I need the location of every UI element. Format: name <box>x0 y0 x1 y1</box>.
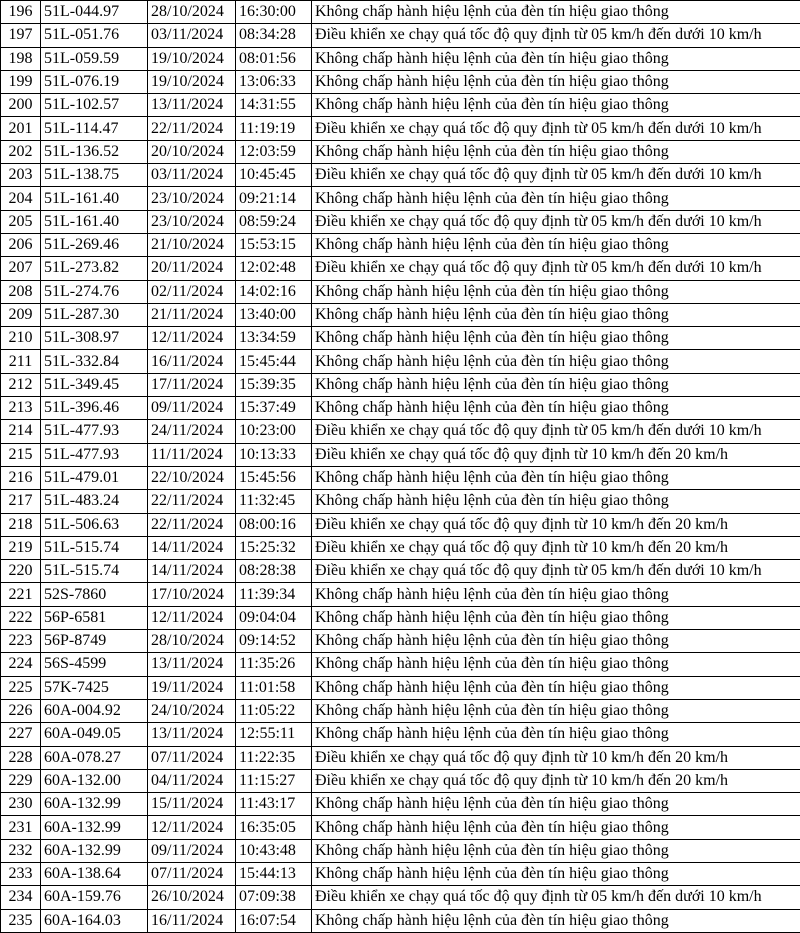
license-plate-cell: 60A-138.64 <box>41 862 148 885</box>
violation-time-cell: 11:32:45 <box>236 490 312 513</box>
violation-date-cell: 12/11/2024 <box>148 816 236 839</box>
violation-date-cell: 19/10/2024 <box>148 47 236 70</box>
row-number-cell: 200 <box>1 94 41 117</box>
row-number-cell: 222 <box>1 606 41 629</box>
violation-description-cell: Không chấp hành hiệu lệnh của đèn tín hiệu giao thông <box>312 350 800 373</box>
violation-description-cell: Điều khiển xe chạy quá tốc độ quy định từ 05 km/h đến dưới 10 km/h <box>312 164 800 187</box>
license-plate-cell: 60A-159.76 <box>41 886 148 909</box>
violation-description-cell: Điều khiển xe chạy quá tốc độ quy định từ 05 km/h đến dưới 10 km/h <box>312 886 800 909</box>
violation-date-cell: 07/11/2024 <box>148 862 236 885</box>
violation-description-cell: Không chấp hành hiệu lệnh của đèn tín hiệu giao thông <box>312 490 800 513</box>
row-number-cell: 225 <box>1 676 41 699</box>
table-row <box>1 187 800 210</box>
license-plate-cell: 51L-044.97 <box>41 1 148 24</box>
violation-description-cell: Điều khiển xe chạy quá tốc độ quy định từ 05 km/h đến dưới 10 km/h <box>312 210 800 233</box>
license-plate-cell: 51L-483.24 <box>41 490 148 513</box>
violation-date-cell: 04/11/2024 <box>148 769 236 792</box>
table-row <box>1 513 800 536</box>
license-plate-cell: 51L-349.45 <box>41 373 148 396</box>
violation-description-cell: Điều khiển xe chạy quá tốc độ quy định từ 05 km/h đến dưới 10 km/h <box>312 420 800 443</box>
violation-time-cell: 12:02:48 <box>236 257 312 280</box>
violation-date-cell: 13/11/2024 <box>148 723 236 746</box>
table-row <box>1 536 800 559</box>
license-plate-cell: 60A-164.03 <box>41 909 148 932</box>
license-plate-cell: 51L-059.59 <box>41 47 148 70</box>
violation-date-cell: 15/11/2024 <box>148 793 236 816</box>
violation-time-cell: 15:45:44 <box>236 350 312 373</box>
violation-date-cell: 09/11/2024 <box>148 397 236 420</box>
row-number-cell: 198 <box>1 47 41 70</box>
row-number-cell: 206 <box>1 233 41 256</box>
table-row <box>1 560 800 583</box>
row-number-cell: 214 <box>1 420 41 443</box>
license-plate-cell: 60A-132.99 <box>41 793 148 816</box>
violation-date-cell: 22/11/2024 <box>148 513 236 536</box>
row-number-cell: 207 <box>1 257 41 280</box>
row-number-cell: 203 <box>1 164 41 187</box>
license-plate-cell: 51L-102.57 <box>41 94 148 117</box>
violation-description-cell: Điều khiển xe chạy quá tốc độ quy định từ 10 km/h đến 20 km/h <box>312 536 800 559</box>
table-row <box>1 164 800 187</box>
violation-description-cell: Không chấp hành hiệu lệnh của đèn tín hiệu giao thông <box>312 140 800 163</box>
violation-date-cell: 26/10/2024 <box>148 886 236 909</box>
row-number-cell: 213 <box>1 397 41 420</box>
violation-time-cell: 11:22:35 <box>236 746 312 769</box>
license-plate-cell: 51L-138.75 <box>41 164 148 187</box>
violation-date-cell: 13/11/2024 <box>148 653 236 676</box>
violation-description-cell: Không chấp hành hiệu lệnh của đèn tín hiệu giao thông <box>312 373 800 396</box>
table-row <box>1 350 800 373</box>
table-row <box>1 769 800 792</box>
violation-time-cell: 11:05:22 <box>236 699 312 722</box>
row-number-cell: 204 <box>1 187 41 210</box>
violation-date-cell: 11/11/2024 <box>148 443 236 466</box>
table-row <box>1 630 800 653</box>
violation-time-cell: 11:15:27 <box>236 769 312 792</box>
violation-description-cell: Không chấp hành hiệu lệnh của đèn tín hiệu giao thông <box>312 466 800 489</box>
license-plate-cell: 51L-515.74 <box>41 560 148 583</box>
violation-date-cell: 14/11/2024 <box>148 536 236 559</box>
table-row <box>1 70 800 93</box>
license-plate-cell: 51L-479.01 <box>41 466 148 489</box>
row-number-cell: 218 <box>1 513 41 536</box>
violation-description-cell: Điều khiển xe chạy quá tốc độ quy định từ 05 km/h đến dưới 10 km/h <box>312 117 800 140</box>
violation-date-cell: 19/11/2024 <box>148 676 236 699</box>
violation-date-cell: 28/10/2024 <box>148 1 236 24</box>
table-row <box>1 94 800 117</box>
violation-description-cell: Không chấp hành hiệu lệnh của đèn tín hiệu giao thông <box>312 630 800 653</box>
violation-description-cell: Không chấp hành hiệu lệnh của đèn tín hiệu giao thông <box>312 699 800 722</box>
violation-date-cell: 17/10/2024 <box>148 583 236 606</box>
violation-date-cell: 03/11/2024 <box>148 164 236 187</box>
table-row <box>1 24 800 47</box>
violation-time-cell: 12:55:11 <box>236 723 312 746</box>
violation-description-cell: Điều khiển xe chạy quá tốc độ quy định từ 05 km/h đến dưới 10 km/h <box>312 24 800 47</box>
row-number-cell: 211 <box>1 350 41 373</box>
violation-date-cell: 14/11/2024 <box>148 560 236 583</box>
table-row <box>1 490 800 513</box>
license-plate-cell: 51L-161.40 <box>41 210 148 233</box>
violation-date-cell: 28/10/2024 <box>148 630 236 653</box>
table-row <box>1 793 800 816</box>
table-row <box>1 373 800 396</box>
license-plate-cell: 51L-515.74 <box>41 536 148 559</box>
violation-time-cell: 09:14:52 <box>236 630 312 653</box>
table-row <box>1 653 800 676</box>
violation-time-cell: 16:35:05 <box>236 816 312 839</box>
violation-date-cell: 19/10/2024 <box>148 70 236 93</box>
table-row <box>1 1 800 24</box>
license-plate-cell: 56P-6581 <box>41 606 148 629</box>
table-row <box>1 839 800 862</box>
license-plate-cell: 57K-7425 <box>41 676 148 699</box>
violation-date-cell: 24/10/2024 <box>148 699 236 722</box>
table-row <box>1 420 800 443</box>
license-plate-cell: 51L-332.84 <box>41 350 148 373</box>
violation-time-cell: 13:40:00 <box>236 303 312 326</box>
violation-time-cell: 08:28:38 <box>236 560 312 583</box>
table-row <box>1 886 800 909</box>
violation-date-cell: 17/11/2024 <box>148 373 236 396</box>
table-row <box>1 233 800 256</box>
license-plate-cell: 52S-7860 <box>41 583 148 606</box>
violation-description-cell: Không chấp hành hiệu lệnh của đèn tín hiệu giao thông <box>312 723 800 746</box>
violation-time-cell: 10:13:33 <box>236 443 312 466</box>
violation-description-cell: Không chấp hành hiệu lệnh của đèn tín hiệu giao thông <box>312 233 800 256</box>
violation-time-cell: 15:44:13 <box>236 862 312 885</box>
violation-date-cell: 13/11/2024 <box>148 94 236 117</box>
violation-time-cell: 11:35:26 <box>236 653 312 676</box>
violation-date-cell: 24/11/2024 <box>148 420 236 443</box>
violation-date-cell: 21/10/2024 <box>148 233 236 256</box>
violation-time-cell: 07:09:38 <box>236 886 312 909</box>
violation-date-cell: 20/11/2024 <box>148 257 236 280</box>
table-row <box>1 746 800 769</box>
violation-description-cell: Không chấp hành hiệu lệnh của đèn tín hiệu giao thông <box>312 70 800 93</box>
table-row <box>1 816 800 839</box>
violation-time-cell: 15:37:49 <box>236 397 312 420</box>
table-row <box>1 47 800 70</box>
violation-description-cell: Không chấp hành hiệu lệnh của đèn tín hiệu giao thông <box>312 187 800 210</box>
violation-time-cell: 08:59:24 <box>236 210 312 233</box>
row-number-cell: 234 <box>1 886 41 909</box>
row-number-cell: 210 <box>1 327 41 350</box>
violation-description-cell: Không chấp hành hiệu lệnh của đèn tín hiệu giao thông <box>312 94 800 117</box>
table-row <box>1 443 800 466</box>
row-number-cell: 199 <box>1 70 41 93</box>
table-row <box>1 257 800 280</box>
row-number-cell: 221 <box>1 583 41 606</box>
license-plate-cell: 60A-132.99 <box>41 816 148 839</box>
violation-date-cell: 12/11/2024 <box>148 606 236 629</box>
violation-time-cell: 14:31:55 <box>236 94 312 117</box>
violation-time-cell: 16:30:00 <box>236 1 312 24</box>
violation-time-cell: 15:25:32 <box>236 536 312 559</box>
row-number-cell: 205 <box>1 210 41 233</box>
violation-description-cell: Không chấp hành hiệu lệnh của đèn tín hiệu giao thông <box>312 676 800 699</box>
violation-description-cell: Điều khiển xe chạy quá tốc độ quy định từ 10 km/h đến 20 km/h <box>312 746 800 769</box>
row-number-cell: 231 <box>1 816 41 839</box>
row-number-cell: 217 <box>1 490 41 513</box>
row-number-cell: 228 <box>1 746 41 769</box>
violation-description-cell: Điều khiển xe chạy quá tốc độ quy định từ 05 km/h đến dưới 10 km/h <box>312 257 800 280</box>
violation-time-cell: 16:07:54 <box>236 909 312 932</box>
violation-description-cell: Điều khiển xe chạy quá tốc độ quy định từ 10 km/h đến 20 km/h <box>312 769 800 792</box>
table-row <box>1 909 800 932</box>
license-plate-cell: 60A-049.05 <box>41 723 148 746</box>
violation-time-cell: 08:01:56 <box>236 47 312 70</box>
row-number-cell: 220 <box>1 560 41 583</box>
license-plate-cell: 60A-132.99 <box>41 839 148 862</box>
row-number-cell: 235 <box>1 909 41 932</box>
table-row <box>1 699 800 722</box>
license-plate-cell: 51L-051.76 <box>41 24 148 47</box>
license-plate-cell: 60A-132.00 <box>41 769 148 792</box>
row-number-cell: 227 <box>1 723 41 746</box>
row-number-cell: 223 <box>1 630 41 653</box>
violation-date-cell: 21/11/2024 <box>148 303 236 326</box>
table-row <box>1 140 800 163</box>
violation-time-cell: 15:53:15 <box>236 233 312 256</box>
license-plate-cell: 51L-274.76 <box>41 280 148 303</box>
violation-time-cell: 13:06:33 <box>236 70 312 93</box>
violation-date-cell: 20/10/2024 <box>148 140 236 163</box>
table-row <box>1 327 800 350</box>
violation-date-cell: 02/11/2024 <box>148 280 236 303</box>
license-plate-cell: 56P-8749 <box>41 630 148 653</box>
license-plate-cell: 51L-114.47 <box>41 117 148 140</box>
violation-date-cell: 22/11/2024 <box>148 117 236 140</box>
violation-description-cell: Không chấp hành hiệu lệnh của đèn tín hiệu giao thông <box>312 862 800 885</box>
violation-description-cell: Không chấp hành hiệu lệnh của đèn tín hiệu giao thông <box>312 653 800 676</box>
violation-description-cell: Điều khiển xe chạy quá tốc độ quy định từ 10 km/h đến 20 km/h <box>312 513 800 536</box>
row-number-cell: 216 <box>1 466 41 489</box>
violation-time-cell: 10:45:45 <box>236 164 312 187</box>
row-number-cell: 208 <box>1 280 41 303</box>
row-number-cell: 230 <box>1 793 41 816</box>
violation-description-cell: Không chấp hành hiệu lệnh của đèn tín hiệu giao thông <box>312 303 800 326</box>
violation-time-cell: 10:23:00 <box>236 420 312 443</box>
violation-time-cell: 12:03:59 <box>236 140 312 163</box>
violation-description-cell: Không chấp hành hiệu lệnh của đèn tín hiệu giao thông <box>312 583 800 606</box>
license-plate-cell: 51L-161.40 <box>41 187 148 210</box>
violation-time-cell: 15:39:35 <box>236 373 312 396</box>
table-row <box>1 862 800 885</box>
violation-time-cell: 15:45:56 <box>236 466 312 489</box>
violation-description-cell: Không chấp hành hiệu lệnh của đèn tín hiệu giao thông <box>312 1 800 24</box>
row-number-cell: 202 <box>1 140 41 163</box>
license-plate-cell: 51L-396.46 <box>41 397 148 420</box>
violation-time-cell: 11:39:34 <box>236 583 312 606</box>
row-number-cell: 219 <box>1 536 41 559</box>
violation-date-cell: 22/10/2024 <box>148 466 236 489</box>
row-number-cell: 201 <box>1 117 41 140</box>
table-row <box>1 397 800 420</box>
violation-date-cell: 16/11/2024 <box>148 909 236 932</box>
table-row <box>1 280 800 303</box>
violation-time-cell: 14:02:16 <box>236 280 312 303</box>
violation-date-cell: 03/11/2024 <box>148 24 236 47</box>
violation-time-cell: 11:43:17 <box>236 793 312 816</box>
table-row <box>1 723 800 746</box>
row-number-cell: 215 <box>1 443 41 466</box>
violation-description-cell: Điều khiển xe chạy quá tốc độ quy định từ 10 km/h đến 20 km/h <box>312 443 800 466</box>
row-number-cell: 232 <box>1 839 41 862</box>
violation-date-cell: 16/11/2024 <box>148 350 236 373</box>
table-row <box>1 583 800 606</box>
license-plate-cell: 51L-273.82 <box>41 257 148 280</box>
violation-time-cell: 11:19:19 <box>236 117 312 140</box>
row-number-cell: 233 <box>1 862 41 885</box>
row-number-cell: 212 <box>1 373 41 396</box>
license-plate-cell: 51L-136.52 <box>41 140 148 163</box>
row-number-cell: 197 <box>1 24 41 47</box>
violation-date-cell: 09/11/2024 <box>148 839 236 862</box>
violation-description-cell: Không chấp hành hiệu lệnh của đèn tín hiệu giao thông <box>312 47 800 70</box>
row-number-cell: 196 <box>1 1 41 24</box>
violation-date-cell: 23/10/2024 <box>148 187 236 210</box>
license-plate-cell: 56S-4599 <box>41 653 148 676</box>
violation-date-cell: 23/10/2024 <box>148 210 236 233</box>
violation-description-cell: Không chấp hành hiệu lệnh của đèn tín hiệu giao thông <box>312 909 800 932</box>
violation-description-cell: Điều khiển xe chạy quá tốc độ quy định từ 05 km/h đến dưới 10 km/h <box>312 560 800 583</box>
table-row <box>1 117 800 140</box>
table-row <box>1 210 800 233</box>
violation-description-cell: Không chấp hành hiệu lệnh của đèn tín hiệu giao thông <box>312 327 800 350</box>
row-number-cell: 226 <box>1 699 41 722</box>
license-plate-cell: 51L-506.63 <box>41 513 148 536</box>
row-number-cell: 229 <box>1 769 41 792</box>
violation-time-cell: 09:21:14 <box>236 187 312 210</box>
violation-time-cell: 08:00:16 <box>236 513 312 536</box>
row-number-cell: 209 <box>1 303 41 326</box>
row-number-cell: 224 <box>1 653 41 676</box>
violation-time-cell: 09:04:04 <box>236 606 312 629</box>
violation-time-cell: 10:43:48 <box>236 839 312 862</box>
violation-time-cell: 13:34:59 <box>236 327 312 350</box>
license-plate-cell: 60A-078.27 <box>41 746 148 769</box>
license-plate-cell: 51L-308.97 <box>41 327 148 350</box>
violations-table-body <box>1 1 800 933</box>
license-plate-cell: 51L-477.93 <box>41 443 148 466</box>
violation-date-cell: 12/11/2024 <box>148 327 236 350</box>
table-row <box>1 606 800 629</box>
violation-time-cell: 11:01:58 <box>236 676 312 699</box>
table-row <box>1 676 800 699</box>
violation-date-cell: 22/11/2024 <box>148 490 236 513</box>
violation-description-cell: Không chấp hành hiệu lệnh của đèn tín hiệu giao thông <box>312 606 800 629</box>
violation-date-cell: 07/11/2024 <box>148 746 236 769</box>
violation-description-cell: Không chấp hành hiệu lệnh của đèn tín hiệu giao thông <box>312 793 800 816</box>
violation-description-cell: Không chấp hành hiệu lệnh của đèn tín hiệu giao thông <box>312 280 800 303</box>
violation-description-cell: Không chấp hành hiệu lệnh của đèn tín hiệu giao thông <box>312 816 800 839</box>
license-plate-cell: 51L-477.93 <box>41 420 148 443</box>
license-plate-cell: 51L-287.30 <box>41 303 148 326</box>
license-plate-cell: 51L-269.46 <box>41 233 148 256</box>
license-plate-cell: 51L-076.19 <box>41 70 148 93</box>
table-row <box>1 303 800 326</box>
violation-description-cell: Không chấp hành hiệu lệnh của đèn tín hiệu giao thông <box>312 839 800 862</box>
violation-description-cell: Không chấp hành hiệu lệnh của đèn tín hiệu giao thông <box>312 397 800 420</box>
violation-time-cell: 08:34:28 <box>236 24 312 47</box>
table-row <box>1 466 800 489</box>
license-plate-cell: 60A-004.92 <box>41 699 148 722</box>
